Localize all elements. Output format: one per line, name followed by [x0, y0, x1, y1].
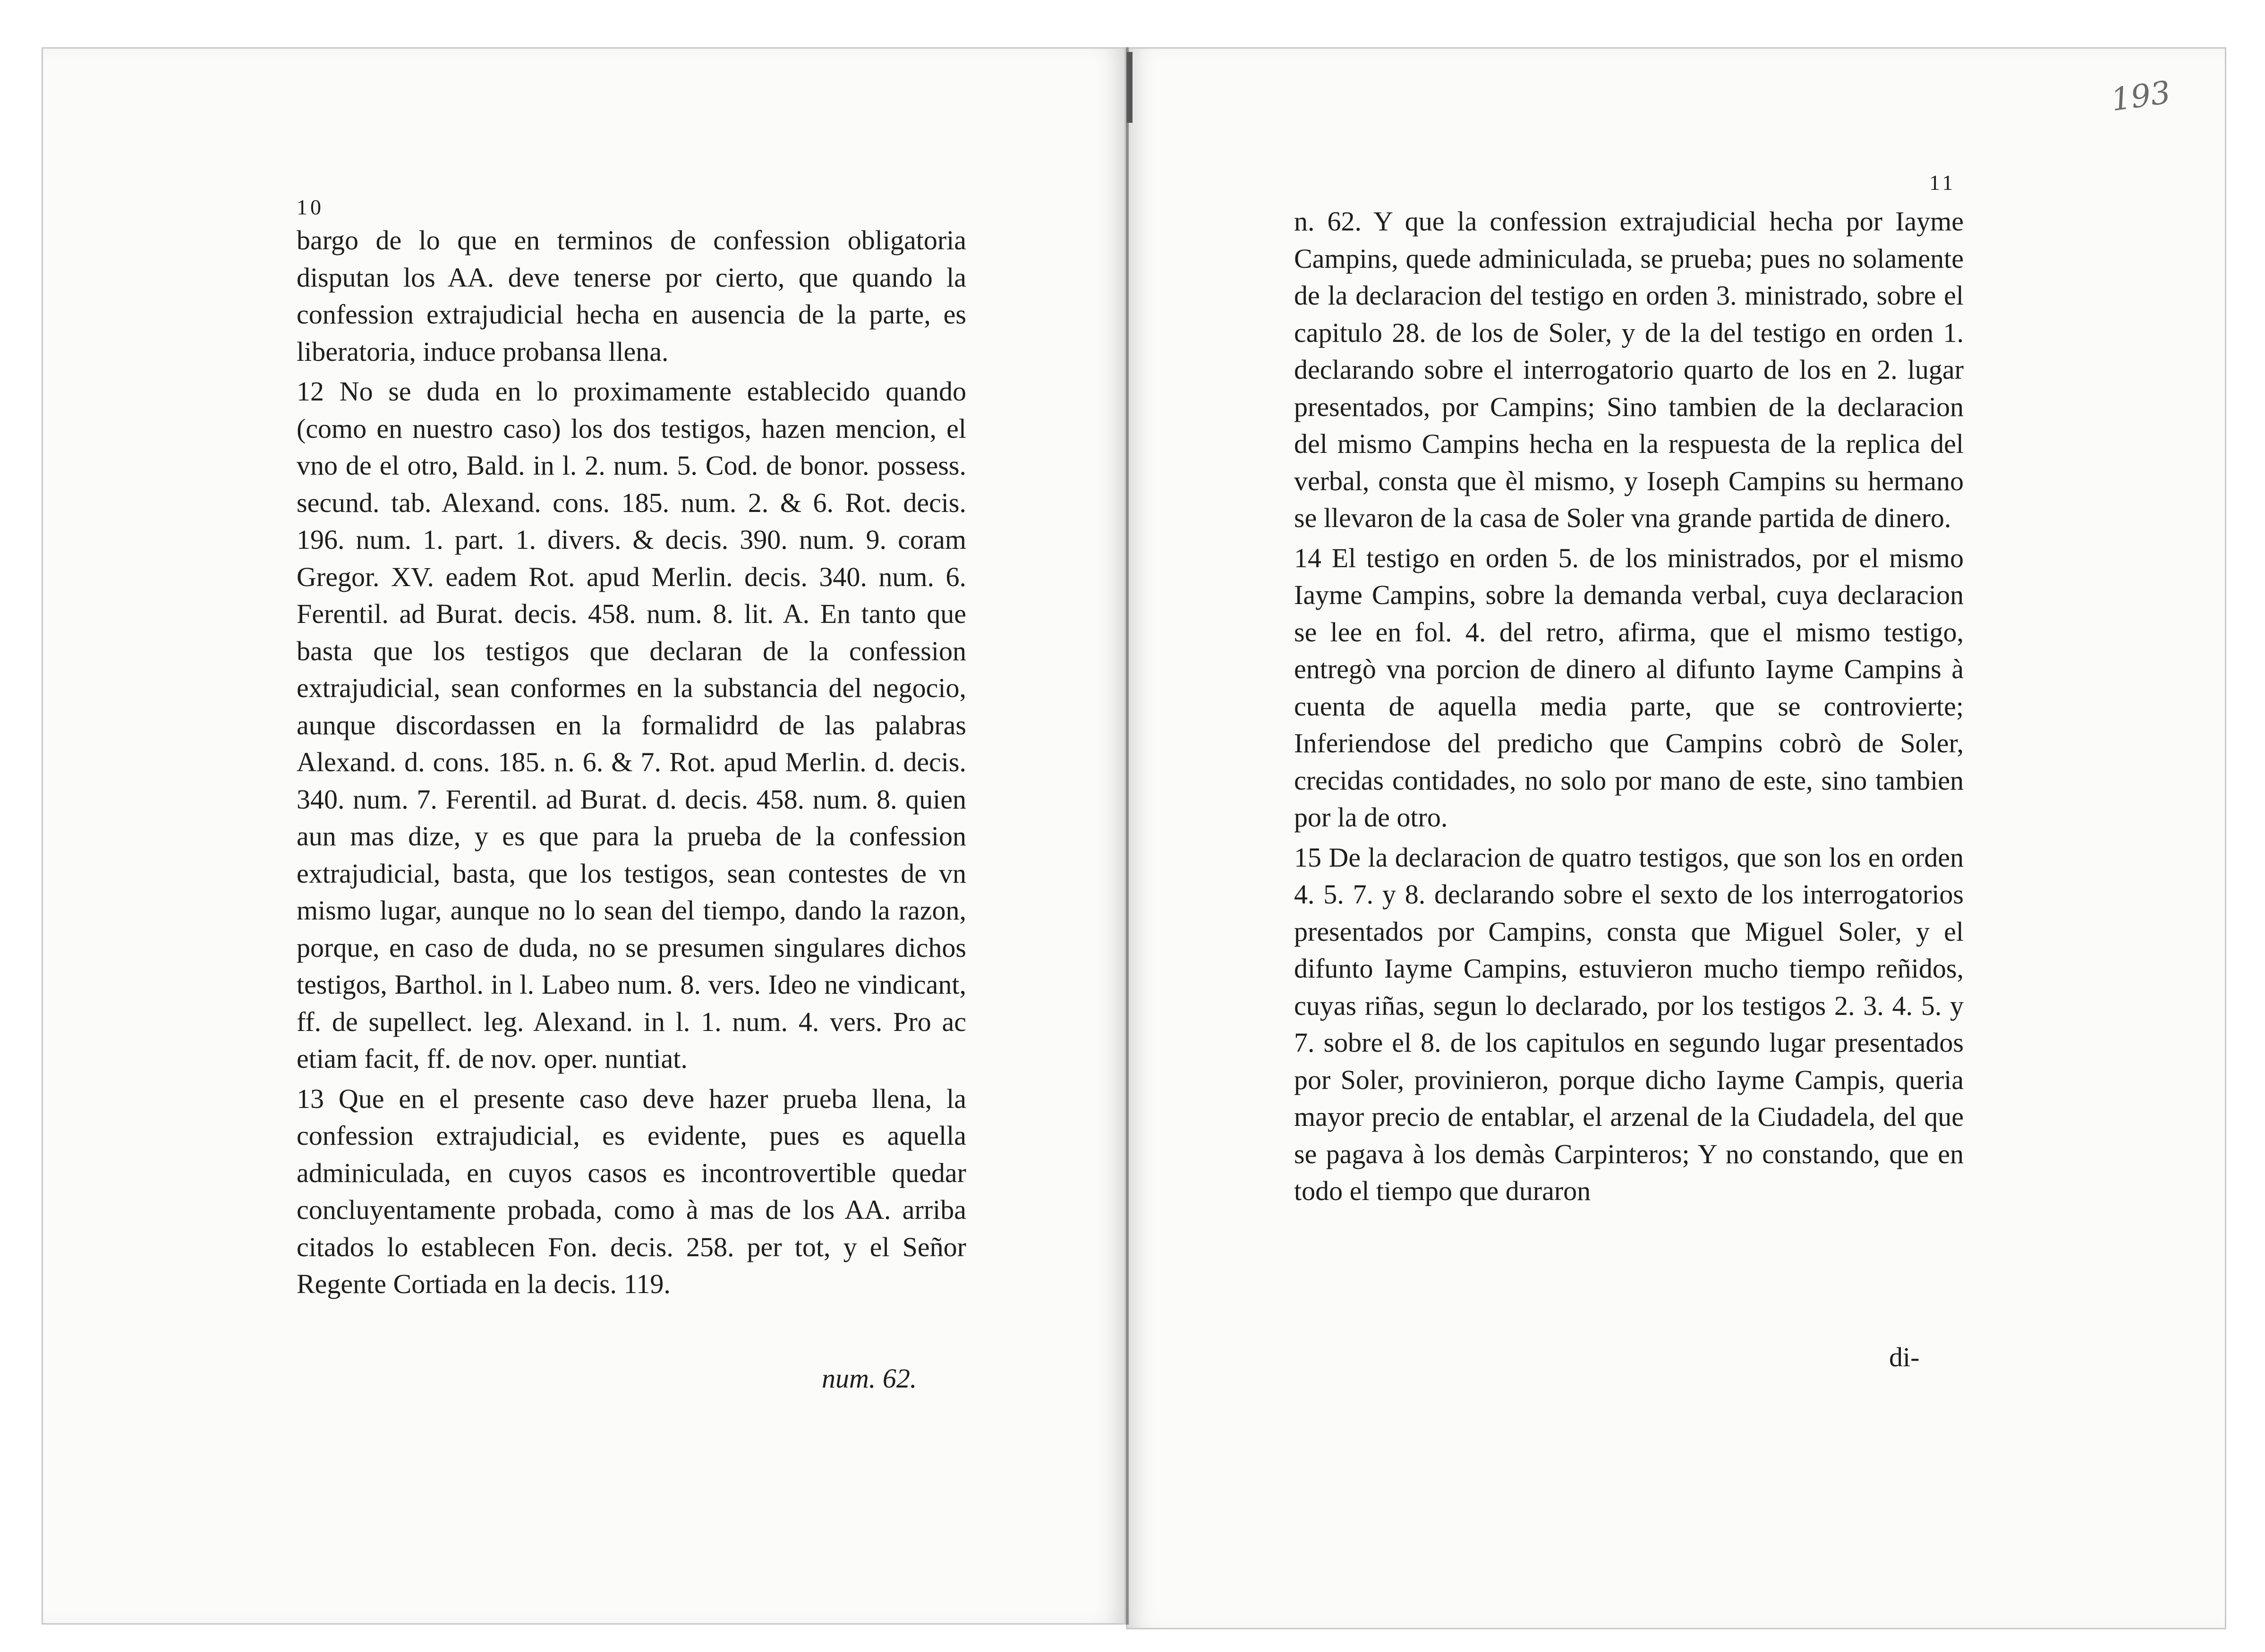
left-paragraph-12: 12 No se duda en lo proximamente establecido quando (como en nuestro caso) los dos testigos, hazen mencion, el vno de el otro, Bald. in l. 2. num. 5. Cod. de bonor. possess. secund. tab. Alexand. cons. 185. num. 2. & 6. Rot. decis. 196. num. 1. part. 1. divers. & decis. 390. num. 9. coram Gregor. XV. eadem Rot. apud Merlin. decis. 340. num. 6. Ferentil. ad Burat. decis. 458. num. 8. lit. A. En tanto que basta que los testigos que declaran de la confession extrajudicial, sean conformes en la substancia del negocio, aunque discordassen en la formalidrd de las palabras Alexand. d. cons. 185. n. 6. & 7. Rot. apud Merlin. d. decis. 340. num. 7. Ferentil. ad Burat. d. decis. 458. num. 8. quien aun mas dize, y es que para la prueba de la confession extrajudicial, basta, que los testigos, sean contestes de vn mismo lugar, aunque no lo sean del tiempo, dando la razon, porque, en caso de duda, no se presumen singulares dichos testigos, Barthol. in l. Labeo num. 8. vers. Ideo ne vindicant, ff. de supellect. leg. Alexand. in l. 1. num. 4. vers. Pro ac etiam facit, ff. de nov. oper. nuntiat.	[297, 376, 966, 1074]
right-catchword: di-	[1889, 1342, 1920, 1372]
left-text-block	[297, 222, 966, 1303]
right-text-block	[1294, 203, 1964, 1210]
folio-number: 193	[2109, 74, 2173, 119]
right-paragraph-continuation: n. 62. Y que la confession extrajudicial hecha por Iayme Campins, quede adminiculada, se prueba; pues no solamente de la declaracion del testigo en orden 3. ministrado, sobre el capitulo 28. de los de Soler, y de la del testigo en orden 1. declarando sobre el interrogatorio quarto de los en 2. lugar presentados, por Campins; Sino tambien de la declaracion del mismo Campins hecha en la respuesta de la replica del verbal, consta que èl mismo, y Ioseph Campins su hermano se llevaron de la casa de Soler vna grande partida de dinero.	[1294, 206, 1964, 533]
book-gutter	[1126, 47, 1129, 1625]
right-paragraph-14: 14 El testigo en orden 5. de los ministrados, por el mismo Iayme Campins, sobre la demanda verbal, cuya declaracion se lee en fol. 4. del retro, afirma, que el mismo testigo, entregò vna porcion de dinero al difunto Iayme Campins à cuenta de aquella media parte, que se controvierte; Inferiendose del predicho que Campins cobrò de Soler, crecidas contidades, no solo por mano de este, sino tambien por la de otro.	[1294, 542, 1964, 833]
right-paragraph-15: 15 De la declaracion de quatro testigos, que son los en orden 4. 5. 7. y 8. declarando sobre el sexto de los interrogatorios presentados por Campins, consta que Miguel Soler, y el difunto Iayme Campins, estuvieron mucho tiempo reñidos, cuyas riñas, segun lo declarado, por los testigos 2. 3. 4. 5. y 7. sobre el 8. de los capitulos en segundo lugar presentados por Soler, provinieron, porque dicho Iayme Campis, queria mayor precio de entablar, el arzenal de la Ciudadela, del que se pagava à los demàs Carpinteros; Y no constando, que en todo el tiempo que duraron	[1294, 842, 1964, 1206]
binding-mark	[1127, 52, 1132, 123]
left-paragraph-13: 13 Que en el presente caso deve hazer prueba llena, la confession extrajudicial, es evidente, pues es aquella adminiculada, en cuyos casos es incontrovertible quedar concluyentamente probada, como à mas de los AA. arriba citados lo establecen Fon. decis. 258. per tot, y el Señor Regente Cortiada en la decis. 119.	[297, 1083, 966, 1299]
left-catchword: num. 62.	[822, 1363, 917, 1394]
right-page-number: 11	[1929, 170, 1956, 195]
left-paragraph-1: bargo de lo que en terminos de confession obligatoria disputan los AA. deve tenerse por cierto, que quando la confession extrajudicial hecha en ausencia de la parte, es liberatoria, induce probansa llena.	[297, 225, 966, 367]
left-page-number: 10	[297, 195, 324, 219]
